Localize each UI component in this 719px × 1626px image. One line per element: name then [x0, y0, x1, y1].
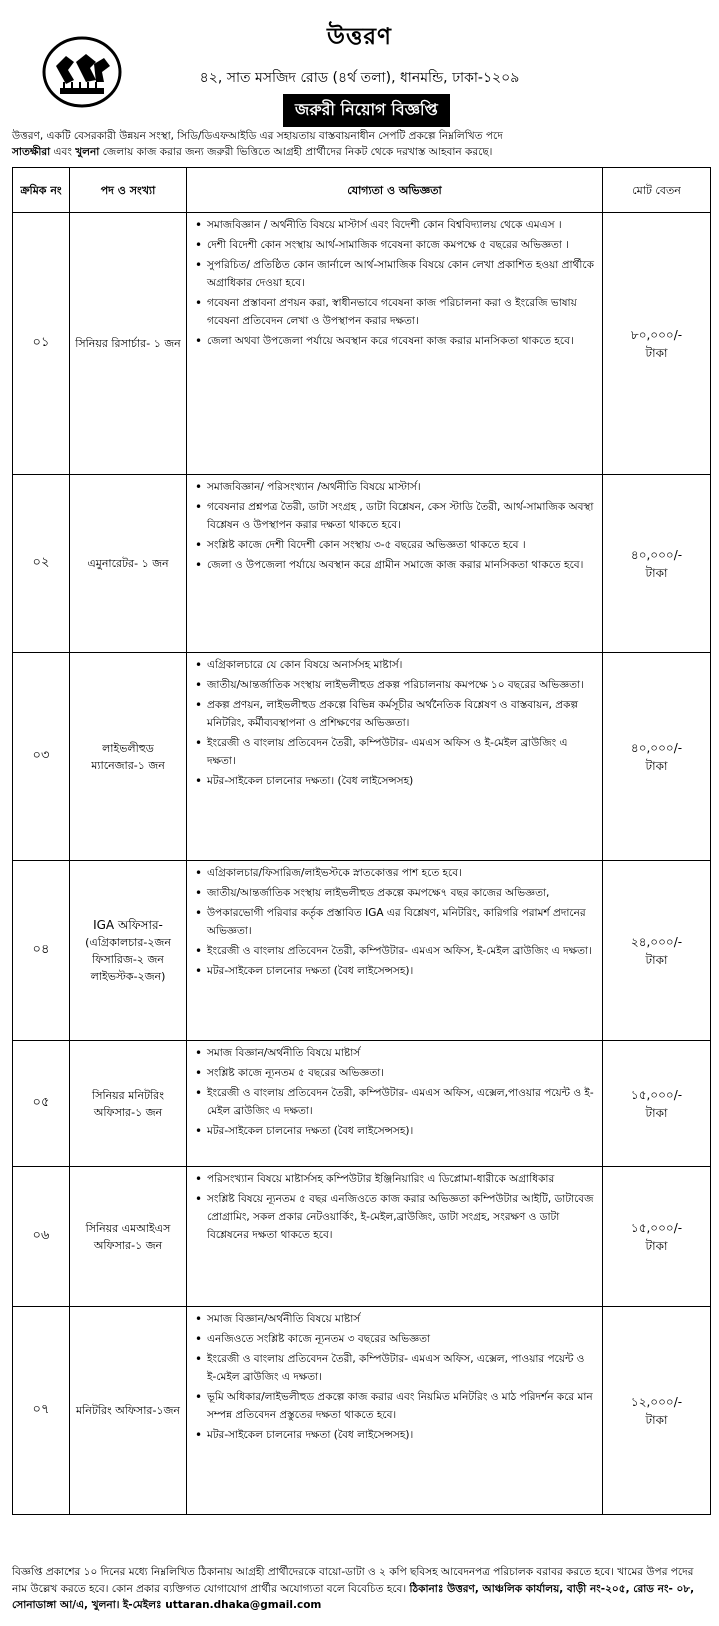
requirement-item: • মটর-সাইকেল চালনোর দক্ষতা (বৈধ লাইসেন্সসহ)। — [207, 1122, 594, 1140]
post-title-line: (এগ্রিকালচার-২জন — [85, 935, 171, 949]
salary-amount: ৮০,০০০/- — [630, 327, 683, 342]
table-row — [13, 1307, 711, 1515]
table-row — [13, 1167, 711, 1307]
intro-line1: উত্তরণ, একটি বেসরকারী উন্নয়ন সংস্থা, সিডি/ডিএফআইডি এর সহায়তায় বাস্তবায়নাধীন সেপটি প্রকল্পে নিম্নলিখিত পদে — [12, 130, 503, 142]
requirement-item: • পরিসংখ্যান বিষয়ে মাষ্টার্সসহ কম্পিউটার ইঞ্জিনিয়ারিং এ ডিপ্লোমা-ধারীকে অগ্রাধিকার — [207, 1170, 594, 1188]
table-row — [13, 653, 711, 861]
requirement-item: • মটর-সাইকেল চালনোর দক্ষতা (বৈধ লাইসেন্সসহ)। — [207, 1426, 594, 1444]
salary-amount: ১৫,০০০/- — [630, 1087, 683, 1102]
salary-unit: টাকা — [645, 758, 668, 773]
intro-paragraph — [12, 128, 708, 160]
serial-number: ০৬ — [13, 1167, 70, 1307]
requirements-cell — [187, 1167, 603, 1307]
requirement-item: • সমাজ বিজ্ঞান/অর্থনীতি বিষয়ে মাষ্টার্স — [207, 1044, 594, 1062]
district-satkhira: সাতক্ষীরা — [12, 146, 51, 158]
salary-unit: টাকা — [645, 1105, 668, 1120]
requirements-cell — [187, 475, 603, 653]
salary-cell — [603, 475, 711, 653]
salary-cell — [603, 213, 711, 475]
requirement-item: • সংশ্লিষ্ট বিষয়ে ন্যূনতম ৫ বছর এনজিওতে কাজ করার অভিজ্ঞতা কম্পিউটার আইটি, ডাটাবেজ প্রোগ্রামিং, সকল প্রকার নেটওয়ার্কিং, ই-মেইল,ব্রাউজিং, ডাটা সংগ্রহ, সংরক্ষণ ও ডাটা বিশ্লেষনের দক্ষতা থাকতে হবে। — [207, 1190, 594, 1244]
header-serial: ক্রমিক নং — [13, 168, 70, 213]
requirement-item: • সমাজবিজ্ঞান/ পরিসংখ্যান /অর্থনীতি বিষয়ে মাস্টার্স। — [207, 478, 594, 496]
header — [0, 0, 719, 122]
requirement-item: • ইংরেজী ও বাংলায় প্রতিবেদন তৈরী, কম্পিউটার- এমএস অফিস, ই-মেইল ব্রাউজিং এ দক্ষতা। — [207, 942, 594, 960]
serial-number: ০৪ — [13, 861, 70, 1041]
post-title: মনিটরিং অফিসার-১জন — [70, 1307, 187, 1515]
salary-amount: ২৪,০০০/- — [630, 934, 683, 949]
requirement-item: • সংশ্লিষ্ট কাজে ন্যূনতম ৫ বছরের অভিজ্ঞতা। — [207, 1064, 594, 1082]
table-row — [13, 475, 711, 653]
requirement-item: • জাতীয়/আন্তর্জাতিক সংস্থায় লাইভলীহুড প্রকল্প পরিচালনায় কমপক্ষে ১০ বছরের অভিজ্ঞতা। — [207, 676, 594, 694]
requirement-item: • ইংরেজী ও বাংলায় প্রতিবেদন তৈরী, কম্পিউটার- এমএস অফিস, এক্সেল,পাওয়ার পয়েন্ট ও ই-মেইল ব্রাউজিং এ দক্ষতা। — [207, 1084, 594, 1120]
requirement-item: • এগ্রিকালচার/ফিসারিজ/লাইভস্টকে স্নাতকোত্তর পাশ হতে হবে। — [207, 864, 594, 882]
post-title: এমুনারেটর- ১ জন — [70, 475, 187, 653]
requirement-item: • সমাজ বিজ্ঞান/অর্থনীতি বিষয়ে মাষ্টার্স — [207, 1310, 594, 1328]
serial-number: ০১ — [13, 213, 70, 475]
serial-number: ০৭ — [13, 1307, 70, 1515]
org-address: ৪২, সাত মসজিদ রোড (৪র্থ তলা), ধানমন্ডি, ঢাকা-১২০৯ — [199, 70, 520, 86]
header-salary: মোট বেতন — [603, 168, 711, 213]
salary-unit: টাকা — [645, 1238, 668, 1253]
salary-unit: টাকা — [645, 952, 668, 967]
salary-unit: টাকা — [645, 1412, 668, 1427]
serial-number: ০৫ — [13, 1041, 70, 1167]
notice-title: জরুরী নিয়োগ বিজ্ঞপ্তি — [283, 94, 450, 127]
intro-and: এবং — [53, 146, 72, 158]
salary-amount: ১২,০০০/- — [630, 1394, 683, 1409]
requirement-item: • ইংরেজী ও বাংলায় প্রতিবেদন তৈরী, কম্পিউটার- এমএস অফিস, এক্সেল, পাওয়ার পয়েন্ট ও ই-মেইল ব্রাউজিং এ দক্ষতা। — [207, 1350, 594, 1386]
requirements-cell — [187, 1307, 603, 1515]
header-post: পদ ও সংখ্যা — [70, 168, 187, 213]
salary-cell — [603, 653, 711, 861]
requirement-item: • মটর-সাইকেল চালনোর দক্ষতা। (বৈধ লাইসেন্সসহ) — [207, 772, 594, 790]
salary-amount: ৪০,০০০/- — [630, 740, 683, 755]
requirement-item: • জেলা ও উপজেলা পর্যায়ে অবস্থান করে গ্রামীন সমাজে কাজ করার মানসিকতা থাকতে হবে। — [207, 556, 594, 574]
footer-instructions: বিজ্ঞপ্তি প্রকাশের ১০ দিনের মধ্যে নিম্নলিখিত ঠিকানায় আগ্রহী প্রার্থীদেরকে বায়ো-ডাটা ও ২ কপি ছবিসহ আবেদনপত্র পরিচালক বরাবর করতে হবে। খামের উপর পদের নাম উল্লেখ করতে হবে। কোন প্রকার ব্যক্তিগত যোগাযোগ প্রার্থীর অযোগ্যতা বলে বিবেচিত হবে। — [12, 1566, 694, 1595]
requirements-cell — [187, 861, 603, 1041]
requirements-cell — [187, 213, 603, 475]
requirement-item: • গবেষনা প্রস্তাবনা প্রণয়ন করা, স্বাধীনভাবে গবেষনা কাজ পরিচালনা করা ও ইংরেজি ভাষায় গবেষনা প্রতিবেদন লেখা ও উপস্থাপন করার দক্ষতা। — [207, 294, 594, 330]
salary-cell — [603, 1041, 711, 1167]
requirement-item: • প্রকল্প প্রণয়ন, লাইভলীহুড প্রকল্পে বিভিন্ন কর্মসূচীর অর্থনৈতিক বিশ্লেষণ ও বাস্তবায়ন, প্রকল্প মনিটরিং, কর্মীব্যবস্থাপনা ও প্রশিক্ষণের অভিজ্ঞতা। — [207, 696, 594, 732]
intro-line2: জেলায় কাজ করার জন্য জরুরী ভিত্তিতে আগ্রহী প্রার্থীদের নিকট থেকে দরখাস্ত আহবান করছে। — [102, 146, 493, 158]
requirement-item: • সংশ্লিষ্ট কাজে দেশী বিদেশী কোন সংস্থায় ৩-৫ বছরের অভিজ্ঞতা থাকতে হবে । — [207, 536, 594, 554]
jobs-table — [12, 167, 711, 1515]
salary-cell — [603, 1167, 711, 1307]
post-title-line: ফিসারিজ-২ জন — [92, 952, 164, 966]
salary-cell — [603, 1307, 711, 1515]
requirements-cell — [187, 1041, 603, 1167]
table-row — [13, 861, 711, 1041]
post-title: সিনিয়র রিসার্চার- ১ জন — [70, 213, 187, 475]
requirement-item: • ইংরেজী ও বাংলায় প্রতিবেদন তৈরী, কম্পিউটার- এমএস অফিস ও ই-মেইল ব্রাউজিং এ দক্ষতা। — [207, 734, 594, 770]
requirements-cell — [187, 653, 603, 861]
post-title-main: IGA অফিসার- — [93, 917, 163, 932]
serial-number: ০৩ — [13, 653, 70, 861]
table-row — [13, 213, 711, 475]
org-name: উত্তরণ — [327, 24, 392, 50]
salary-unit: টাকা — [645, 565, 668, 580]
serial-number: ০২ — [13, 475, 70, 653]
table-row — [13, 1041, 711, 1167]
post-title-line: লাইভস্টক-২জন) — [90, 969, 166, 983]
post-title: সিনিয়র মনিটরিং অফিসার-১ জন — [70, 1041, 187, 1167]
post-title: সিনিয়র এমআইএস অফিসার-১ জন — [70, 1167, 187, 1307]
requirement-item: • এনজিওতে সংশ্লিষ্ট কাজে ন্যূনতম ৩ বছরের অভিজ্ঞতা — [207, 1330, 594, 1348]
district-khulna: খুলনা — [75, 146, 100, 158]
footer-email: ই-মেইলঃ uttaran.dhaka@gmail.com — [122, 1599, 322, 1611]
post-title — [70, 861, 187, 1041]
salary-cell — [603, 861, 711, 1041]
post-title: লাইভলীহুড ম্যানেজার-১ জন — [70, 653, 187, 861]
salary-amount: ১৫,০০০/- — [630, 1220, 683, 1235]
requirement-item: • সুপরিচিত/ প্রতিষ্ঠিত কোন জার্নালে আর্থ-সামাজিক বিষয়ে কোন লেখা প্রকাশিত হওয়া প্রার্থীকে অগ্রাধিকার দেওয়া হবে। — [207, 256, 594, 292]
requirement-item: • দেশী বিদেশী কোন সংস্থায় আর্থ-সামাজিক গবেষনা কাজে কমপক্ষে ৫ বছরের অভিজ্ঞতা । — [207, 236, 594, 254]
requirement-item: • উপকারভোগী পরিবার কর্তৃক প্রস্তাবিত IGA এর বিশ্লেষণ, মনিটরিং, কারিগরি পরামর্শ প্রদানের অভিজ্ঞতা। — [207, 904, 594, 940]
requirement-item: • সমাজবিজ্ঞান / অর্থনীতি বিষয়ে মাস্টার্স এবং বিদেশী কোন বিশ্ববিদ্যালয় থেকে এমএস । — [207, 216, 594, 234]
salary-amount: ৪০,০০০/- — [630, 547, 683, 562]
requirement-item: • গবেষনার প্রশ্নপত্র তৈরী, ডাটা সংগ্রহ , ডাটা বিশ্লেষন, কেস স্টাডি তৈরী, আর্থ-সামাজিক অবস্থা বিশ্লেষন ও উপস্থাপন করার দক্ষতা থাকতে হবে। — [207, 498, 594, 534]
footer-paragraph — [12, 1564, 708, 1614]
header-requirements: যোগ্যতা ও অভিজ্ঞতা — [187, 168, 603, 213]
requirement-item: • জেলা অথবা উপজেলা পর্যায়ে অবস্থান করে গবেষনা কাজ করার মানসিকতা থাকতে হবে। — [207, 332, 594, 350]
requirement-item: • এগ্রিকালচারে যে কোন বিষয়ে অনার্সসহ মাষ্টার্স। — [207, 656, 594, 674]
requirement-item: • জাতীয়/আন্তর্জাতিক সংস্থায় লাইভলীহুড প্রকল্পে কমপক্ষে৭ বছর কাজের অভিজ্ঞতা, — [207, 884, 594, 902]
requirement-item: • মটর-সাইকেল চালনোর দক্ষতা (বৈধ লাইসেন্সসহ)। — [207, 962, 594, 980]
salary-unit: টাকা — [645, 345, 668, 360]
footer-address: ঠিকানাঃ উত্তরণ, আঞ্চলিক কার্যালয়, বাড়ী নং-২০৫, রোড নং- ০৮, সোনাডাঙ্গা আ/এ, খুলনা। — [12, 1582, 695, 1611]
table-header-row — [13, 168, 711, 213]
requirement-item: • ভূমি অধিকার/লাইভলীহুড প্রকল্পে কাজ করার এবং নিয়মিত মনিটরিং ও মাঠ পরিদর্শন করে মান সম্পন্ন প্রতিবেদন প্রস্তুতের দক্ষতা থাকতে হবে। — [207, 1388, 594, 1424]
